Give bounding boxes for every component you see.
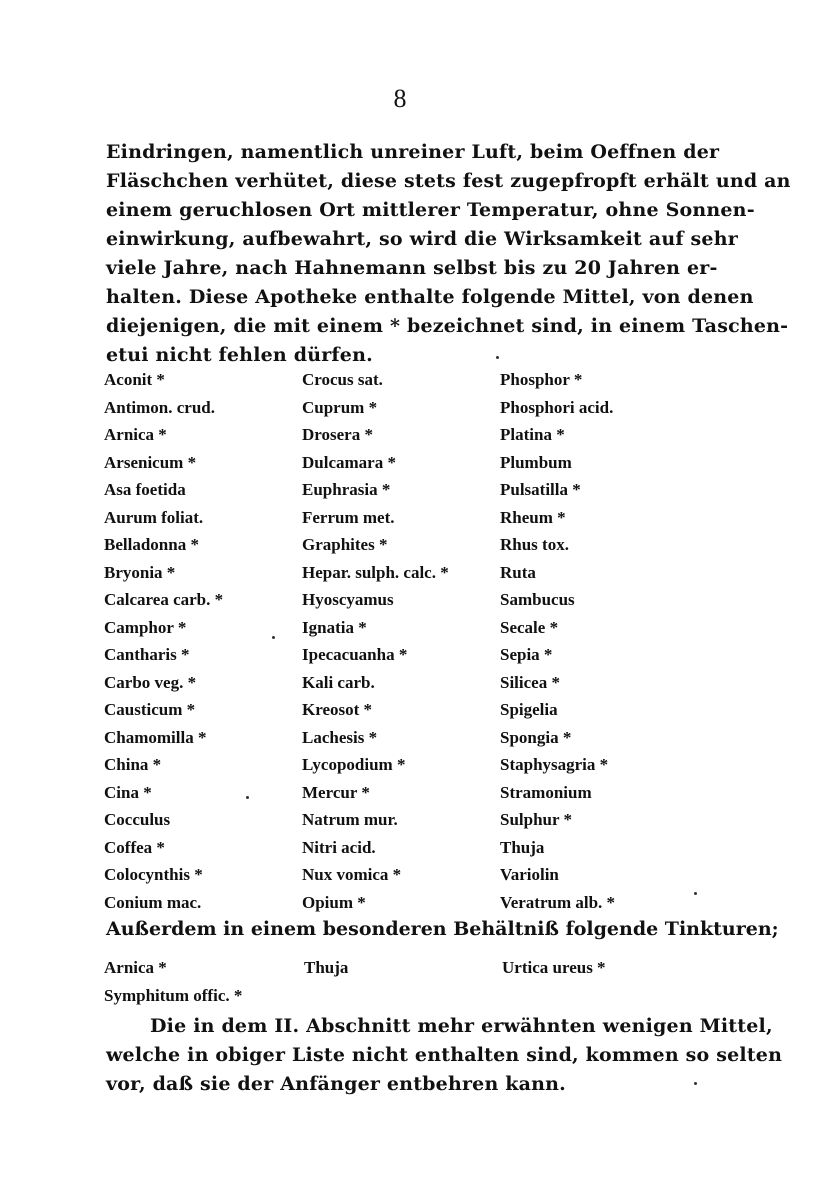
tincture-entry: Urtica ureus * [502, 958, 606, 977]
remedy-column-2 [302, 366, 449, 916]
remedy-entry: Stramonium [500, 782, 592, 802]
text-line: einwirkung, aufbewahrt, so wird die Wirksamkeit auf sehr [106, 228, 738, 250]
print-speck [694, 1082, 697, 1085]
remedy-entry: Hepar. sulph. calc. * [302, 562, 449, 582]
remedy-entry: Asa foetida [104, 480, 186, 499]
remedy-entry: Dulcamara * [302, 452, 396, 472]
remedy-entry: Conium mac. [104, 892, 202, 912]
text-line: vor, daß sie der Anfänger entbehren kann. [106, 1073, 566, 1095]
remedy-entry: Chamomilla * [104, 727, 207, 747]
remedy-entry: Lycopodium * [302, 755, 406, 774]
remedy-entry: Causticum * [104, 700, 196, 719]
print-speck [272, 636, 275, 639]
remedy-entry: Kreosot * [302, 700, 373, 719]
remedy-entry: Plumbum [500, 452, 572, 472]
remedy-column-1 [104, 366, 223, 916]
remedy-entry: Rhus tox. [500, 535, 569, 554]
remedy-entry: Cantharis * [104, 645, 190, 664]
remedy-entry: Spigelia [500, 700, 558, 719]
tinctures-heading: Außerdem in einem besonderen Behältniß folgende Tinkturen; [106, 918, 779, 940]
remedy-entry: Ruta [500, 562, 536, 582]
remedy-entry: Sulphur * [500, 810, 572, 829]
closing-paragraph [106, 1012, 783, 1099]
text-line: diejenigen, die mit einem * bezeichnet sind, in einem Taschen- [106, 315, 789, 337]
remedy-entry: Carbo veg. * [104, 672, 197, 692]
remedy-entry: Pulsatilla * [500, 480, 581, 499]
remedy-entry: Mercur * [302, 782, 370, 802]
remedy-entry: Nux vomica * [302, 865, 402, 884]
remedy-column-3 [500, 366, 615, 916]
remedy-entry: Colocynthis * [104, 865, 203, 884]
remedy-entry: Camphor * [104, 617, 187, 637]
remedy-entry: Lachesis * [302, 727, 378, 747]
text-line: Eindringen, namentlich unreiner Luft, beim Oeffnen der [106, 141, 720, 163]
remedy-entry: Phosphori acid. [500, 397, 614, 417]
tincture-entry: Arnica * [104, 958, 167, 977]
remedy-entry: Ferrum met. [302, 507, 395, 527]
remedy-entry: Staphysagria * [500, 755, 609, 774]
text-line: einem geruchlosen Ort mittlerer Temperatur, ohne Sonnen- [106, 199, 755, 221]
tincture-entry: Thuja [304, 958, 349, 977]
page-number: 8 [393, 84, 407, 113]
remedy-entry: China * [104, 755, 162, 774]
remedy-entry: Arsenicum * [104, 452, 197, 472]
text-line: etui nicht fehlen dürfen. [106, 344, 373, 366]
remedy-entry: Nitri acid. [302, 837, 376, 857]
remedy-entry: Coffea * [104, 837, 165, 857]
text-line: Fläschchen verhütet, diese stets fest zugepfropft erhält und an [106, 170, 791, 192]
remedy-entry: Aurum foliat. [104, 507, 204, 527]
remedy-entry: Variolin [500, 865, 559, 884]
remedy-entry: Aconit * [104, 370, 165, 389]
remedy-entry: Graphites * [302, 535, 388, 554]
remedy-entry: Cuprum * [302, 397, 378, 417]
print-speck [246, 796, 249, 799]
remedy-entry: Thuja [500, 837, 545, 857]
intro-paragraph [106, 138, 791, 370]
remedy-entry: Secale * [500, 617, 559, 637]
remedy-entry: Sepia * [500, 645, 553, 664]
remedy-entry: Spongia * [500, 727, 572, 747]
remedy-entry: Veratrum alb. * [500, 892, 616, 912]
remedy-entry: Phosphor * [500, 370, 583, 389]
print-speck [496, 356, 499, 359]
remedy-entry: Cocculus [104, 810, 171, 829]
remedy-entry: Antimon. crud. [104, 397, 215, 417]
remedy-entry: Rheum * [500, 507, 566, 527]
tincture-entry: Symphitum offic. * [104, 986, 243, 1005]
remedy-entry: Sambucus [500, 590, 575, 609]
text-line: Die in dem II. Abschnitt mehr erwähnten wenigen Mittel, [150, 1015, 773, 1037]
remedy-entry: Belladonna * [104, 535, 199, 554]
remedy-entry: Natrum mur. [302, 810, 398, 829]
remedy-entry: Bryonia * [104, 562, 176, 582]
remedy-entry: Cina * [104, 782, 152, 802]
remedy-entry: Drosera * [302, 425, 373, 444]
text-line: halten. Diese Apotheke enthalte folgende Mittel, von denen [106, 286, 754, 308]
remedy-entry: Platina * [500, 425, 565, 444]
remedy-entry: Euphrasia * [302, 480, 391, 499]
remedy-entry: Ipecacuanha * [302, 645, 408, 664]
remedy-entry: Opium * [302, 892, 366, 912]
text-line: viele Jahre, nach Hahnemann selbst bis zu 20 Jahren er- [106, 257, 718, 279]
remedy-entry: Calcarea carb. * [104, 590, 224, 609]
remedy-entry: Kali carb. [302, 672, 375, 692]
remedy-entry: Crocus sat. [302, 370, 383, 389]
print-speck [694, 892, 697, 895]
remedy-entry: Arnica * [104, 425, 167, 444]
text-line: welche in obiger Liste nicht enthalten sind, kommen so selten [106, 1044, 783, 1066]
remedy-entry: Silicea * [500, 672, 560, 692]
remedy-entry: Ignatia * [302, 617, 367, 637]
remedy-entry: Hyoscyamus [302, 590, 394, 609]
